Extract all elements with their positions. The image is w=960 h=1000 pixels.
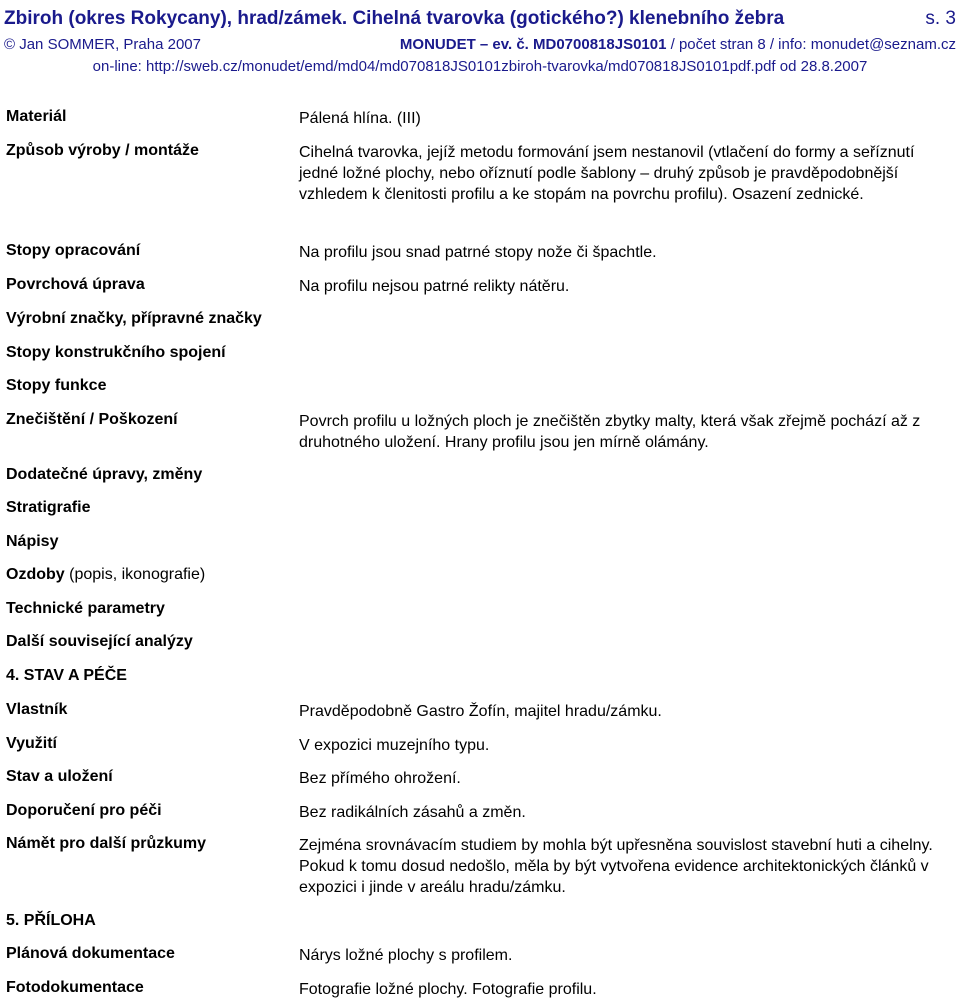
value-plans: Nárys ložné plochy s profilem. <box>299 947 513 964</box>
value-photos: Fotografie ložné plochy. Fotografie profilu. <box>299 981 597 998</box>
online-link[interactable]: on-line: http://sweb.cz/monudet/emd/md04/md070818JS0101zbiroh-tvarovka/md070818JS0101pdf.pdf od 28.8.2007 <box>92 58 868 75</box>
label-stratigraphy: Stratigrafie <box>6 499 91 516</box>
value-production: Cihelná tvarovka, jejíž metodu formování jsem nestanovil (vtlačení do formy a seříznutí jedné ložné plochy, nebo oříznutí podle šablony – druhý způsob je pravděpodobnější vzhledem k členitosti profilu a ke stopám na povrchu profilu). Osazení zednické. <box>299 144 915 203</box>
section-condition: 4. STAV A PÉČE <box>6 667 127 684</box>
label-modifications: Dodatečné úpravy, změny <box>6 466 203 483</box>
label-technical: Technické parametry <box>6 600 165 617</box>
label-analyses: Další související analýzy <box>6 633 193 650</box>
label-photos: Fotodokumentace <box>6 979 144 996</box>
copyright: © Jan SOMMER, Praha 2007 <box>4 36 201 53</box>
label-tool-marks: Stopy opracování <box>6 242 141 259</box>
label-care: Doporučení pro péči <box>6 802 162 819</box>
title-text: Zbiroh (okres Rokycany), hrad/zámek. Cihelná tvarovka (gotického?) klenebního žebra <box>4 8 785 29</box>
label-research: Námět pro další průzkumy <box>6 835 207 852</box>
section-attachment: 5. PŘÍLOHA <box>6 912 96 929</box>
label-material: Materiál <box>6 108 67 125</box>
label-marks: Výrobní značky, přípravné značky <box>6 310 262 327</box>
label-function: Stopy funkce <box>6 377 107 394</box>
label-usage: Využití <box>6 735 57 752</box>
label-state: Stav a uložení <box>6 768 113 785</box>
value-tool-marks: Na profilu jsou snad patrné stopy nože či špachtle. <box>299 244 657 261</box>
label-plans: Plánová dokumentace <box>6 945 175 962</box>
reference <box>400 36 956 53</box>
value-owner: Pravděpodobně Gastro Žofín, majitel hradu/zámku. <box>299 703 662 720</box>
label-ornaments: Ozdoby (popis, ikonografie) <box>6 566 206 583</box>
value-research: Zejména srovnávacím studiem by mohla být upřesněna souvislost stavební huti a cihelny. Pokud k tomu dosud nedošlo, měla by být vytvořena evidence architektonických článků v expozici i jinde v areálu hradu/zámku. <box>299 837 933 896</box>
value-state: Bez přímého ohrožení. <box>299 770 461 787</box>
label-damage: Znečištění / Poškození <box>6 411 178 428</box>
label-inscriptions: Nápisy <box>6 533 59 550</box>
label-surface: Povrchová úprava <box>6 276 145 293</box>
value-usage: V expozici muzejního typu. <box>299 737 490 754</box>
value-material: Pálená hlína. (III) <box>299 110 421 127</box>
page-number: s. 3 <box>925 8 956 29</box>
reference-code: MONUDET – ev. č. MD0700818JS0101 <box>399 36 667 53</box>
header-line-2 <box>4 36 956 56</box>
document-title <box>4 8 956 34</box>
value-damage: Povrch profilu u ložných ploch je znečištěn zbytky malty, která však zřejmě pochází až z druhotného uložení. Hrany profilu jsou jen mírně olámány. <box>299 413 921 451</box>
label-production: Způsob výroby / montáže <box>6 142 199 159</box>
value-surface: Na profilu nejsou patrné relikty nátěru. <box>299 278 570 295</box>
label-owner: Vlastník <box>6 701 68 718</box>
value-care: Bez radikálních zásahů a změn. <box>299 804 526 821</box>
reference-info: / počet stran 8 / info: monudet@seznam.cz <box>666 36 956 53</box>
label-joints: Stopy konstrukčního spojení <box>6 344 226 361</box>
